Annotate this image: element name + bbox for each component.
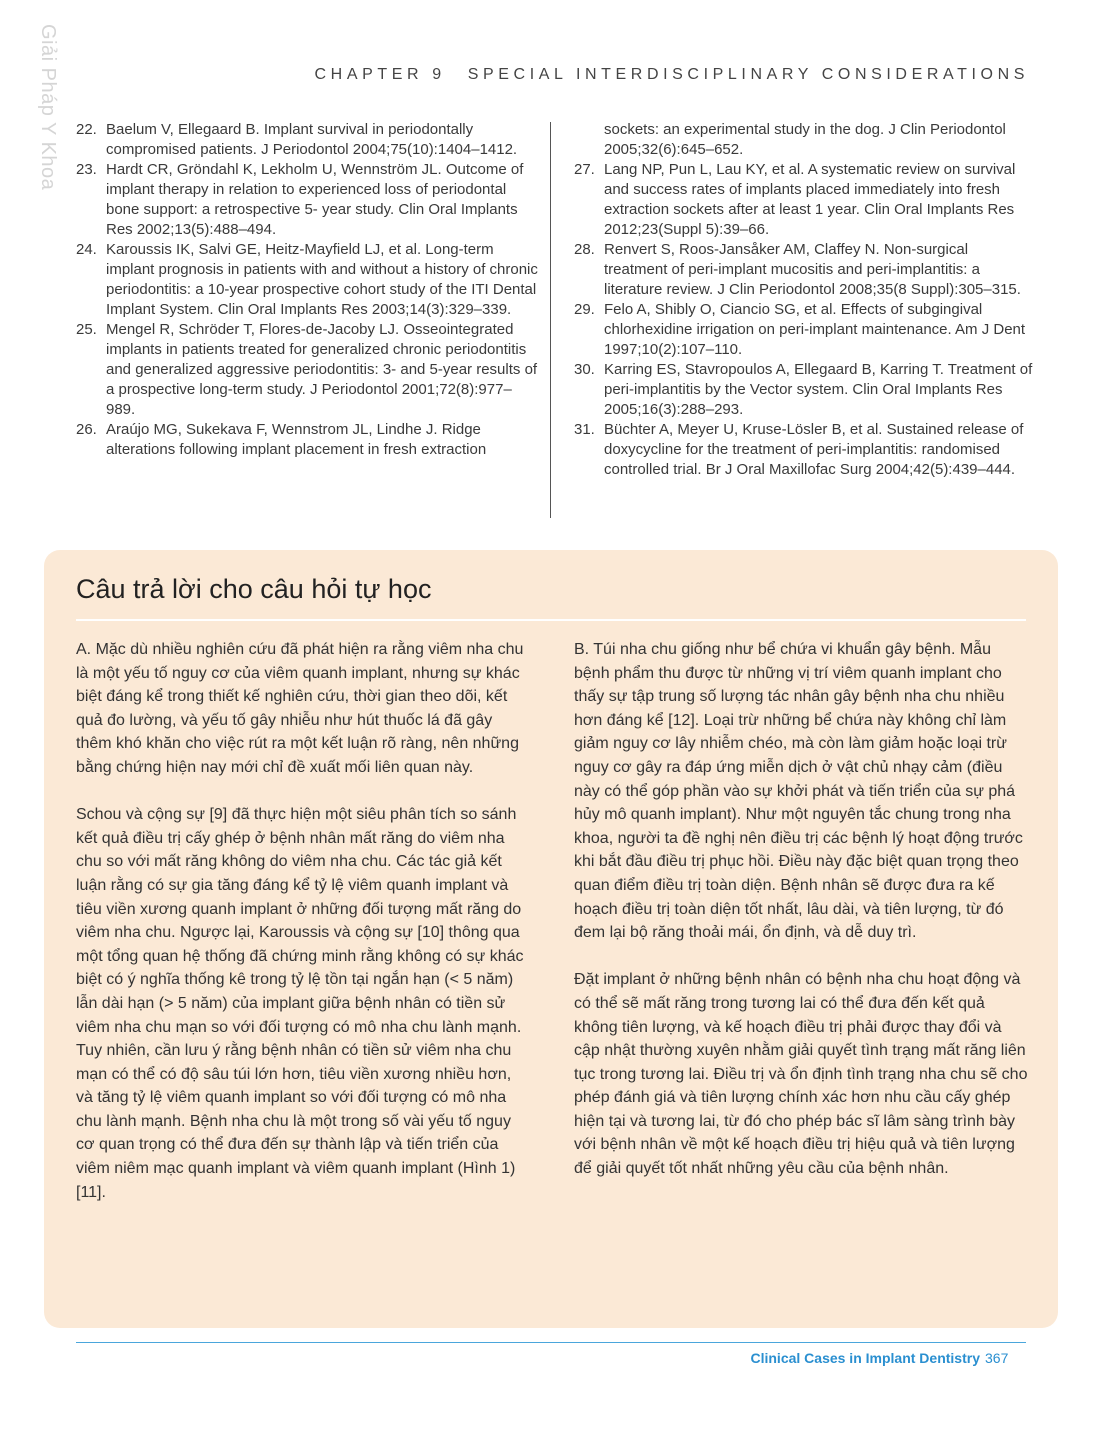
reference-item: [574, 160, 1034, 240]
reference-number: 24.: [76, 241, 97, 258]
reference-text: Karoussis IK, Salvi GE, Heitz-Mayfield LJ, et al. Long-term implant prognosis in patients with and without a history of chronic periodontitis: a 10-year prospective cohort study of the ITI Dental Implant System. Clin Oral Implants Res 2003;14(3):329–339.: [106, 241, 538, 318]
section-title: SPECIAL INTERDISCIPLINARY CONSIDERATIONS: [467, 66, 1029, 83]
reference-item: [574, 240, 1034, 300]
reference-number: 28.: [574, 241, 595, 258]
reference-number: 27.: [574, 161, 595, 178]
reference-text: Felo A, Shibly O, Ciancio SG, et al. Effects of subgingival chlorhexidine irrigation on peri-implant maintenance. Am J Dent 1997;10(2):107–110.: [604, 301, 1026, 358]
reference-number: 25.: [76, 321, 97, 338]
running-header: [315, 66, 1029, 84]
reference-text: Karring ES, Stavropoulos A, Ellegaard B, Karring T. Treatment of peri-implantitis by the Vector system. Clin Oral Implants Res 2005;16(3):288–293.: [604, 361, 1033, 418]
reference-text: Baelum V, Ellegaard B. Implant survival in periodontally compromised patients. J Periodontol 2004;75(10):1404–1412.: [106, 121, 518, 158]
answers-left-column: [76, 638, 526, 1228]
reference-item: [76, 240, 538, 320]
reference-number: 29.: [574, 301, 595, 318]
reference-item: [76, 160, 538, 240]
reference-text: Lang NP, Pun L, Lau KY, et al. A systematic review on survival and success rates of implants placed immediately into fresh extraction sockets after at least 1 year. Clin Oral Implants Res 2012;23(Suppl 5):39–66.: [604, 161, 1016, 238]
answers-right-column: [574, 638, 1029, 1204]
reference-number: 30.: [574, 361, 595, 378]
reference-text: Araújo MG, Sukekava F, Wennstrom JL, Lindhe J. Ridge alterations following implant placement in fresh extraction: [106, 421, 487, 458]
reference-item: [574, 120, 1034, 160]
reference-text: Mengel R, Schröder T, Flores-de-Jacoby LJ. Osseointegrated implants in patients treated for generalized chronic periodontitis and generalized aggressive periodontitis: 3- and 5-year results of a prospective long-term study. J Periodontol 2001;72(8):977–989.: [106, 321, 538, 418]
reference-text: sockets: an experimental study in the dog. J Clin Periodontol 2005;32(6):645–652.: [604, 121, 1006, 158]
answer-paragraph: B. Túi nha chu giống như bể chứa vi khuẩn gây bệnh. Mẫu bệnh phẩm thu được từ những vị trí viêm quanh implant cho thấy sự tập trung số lượng tác nhân gây bệnh nha chu nhiều hơn đáng kể [12]. Loại trừ những bể chứa này không chỉ làm giảm nguy cơ lây nhiễm chéo, mà còn làm giảm hoặc loại trừ nguy cơ gây ra đáp ứng miễn dịch ở vật chủ nhạy cảm (điều này có thể góp phần vào sự khởi phát và tiến triển của sự phá hủy mô quanh implant). Như một nguyên tắc chung trong nha khoa, người ta đề nghị nên điều trị các bệnh lý hoạt động trước khi bắt đầu điều trị phục hồi. Điều này đặc biệt quan trọng theo quan điểm điều trị toàn diện. Bệnh nhân sẽ được đưa ra kế hoạch điều trị toàn diện tốt nhất, lâu dài, và tiên lượng, từ đó đem lại bộ răng thoải mái, ổn định, và dễ duy trì.: [574, 641, 1023, 942]
footer-book-title: Clinical Cases in Implant Dentistry: [750, 1350, 980, 1366]
footer-divider: [76, 1342, 1026, 1343]
watermark-text: Giải Pháp Y Khoa: [37, 24, 59, 191]
reference-text: Hardt CR, Gröndahl K, Lekholm U, Wennström JL. Outcome of implant therapy in relation to experienced loss of periodontal bone support: a retrospective 5- year study. Clin Oral Implants Res 2002;13(5):488–494.: [106, 161, 524, 238]
chapter-label: CHAPTER 9: [314, 66, 446, 83]
reference-item: [76, 320, 538, 420]
reference-number: 26.: [76, 421, 97, 438]
self-study-answers-box: [44, 550, 1058, 1328]
references-left-column: [76, 120, 538, 460]
reference-item: [574, 420, 1034, 480]
page-number: 367: [985, 1350, 1009, 1366]
column-divider: [550, 122, 551, 518]
reference-item: [76, 120, 538, 160]
reference-number: 23.: [76, 161, 97, 178]
reference-text: Büchter A, Meyer U, Kruse-Lösler B, et al. Sustained release of doxycycline for the treatment of peri-implantitis: randomised controlled trial. Br J Oral Maxillofac Surg 2004;42(5):439–444.: [604, 421, 1024, 478]
reference-number: 22.: [76, 121, 97, 138]
answer-paragraph: Schou và cộng sự [9] đã thực hiện một siêu phân tích so sánh kết quả điều trị cấy ghép ở bệnh nhân mất răng do viêm nha chu so với mất răng không do viêm nha chu. Các tác giả kết luận rằng có sự gia tăng đáng kể tỷ lệ viêm quanh implant và tiêu viền xương quanh implant ở những đối tượng mất răng do viêm nha chu. Ngược lại, Karoussis và cộng sự [10] thông qua một tổng quan hệ thống đã chứng minh rằng không có sự khác biệt có ý nghĩa thống kê trong tỷ lệ tồn tại ngắn hạn (< 5 năm) lẫn dài hạn (> 5 năm) của implant giữa bệnh nhân có tiền sử viêm nha chu mạn so với đối tượng có mô nha chu lành mạnh. Tuy nhiên, cần lưu ý rằng bệnh nhân có tiền sử viêm nha chu mạn có thể có độ sâu túi lớn hơn, tiêu viền xương nhiều hơn, và tăng tỷ lệ viêm quanh implant so với đối tượng có mô nha chu lành mạnh. Bệnh nha chu là một trong số vài yếu tố nguy cơ quan trọng có thể đưa đến sự thành lập và tiến triển của viêm niêm mạc quanh implant và viêm quanh implant (Hình 1) [11].: [76, 806, 524, 1201]
reference-item: [574, 300, 1034, 360]
answer-paragraph: A. Mặc dù nhiều nghiên cứu đã phát hiện ra rằng viêm nha chu là một yếu tố nguy cơ của viêm quanh implant, nhưng sự khác biệt đáng kể trong thiết kế nghiên cứu, thời gian theo dõi, kết quả đo lường, và yếu tố gây nhiễu như hút thuốc lá đã gây thêm khó khăn cho việc rút ra một kết luận rõ ràng, nên những bằng chứng hiện nay mới chỉ đề xuất mối liên quan này.: [76, 641, 524, 776]
references-section: [76, 120, 1033, 520]
reference-number: 31.: [574, 421, 595, 438]
references-right-column: [574, 120, 1034, 480]
heading-divider: [76, 619, 1026, 621]
answers-heading: Câu trả lời cho câu hỏi tự học: [76, 574, 432, 604]
reference-item: [574, 360, 1034, 420]
answer-paragraph: Đặt implant ở những bệnh nhân có bệnh nha chu hoạt động và có thể sẽ mất răng trong tương lai có thể đưa đến kết quả không tiên lượng, và kế hoạch điều trị phải được thay đổi và cập nhật thường xuyên nhằm giải quyết tình trạng mất răng liên tục trong tương lai. Điều trị và ổn định tình trạng nha chu sẽ cho phép đánh giá và tiên lượng chính xác hơn nhu cầu cấy ghép hiện tại và tương lai, từ đó cho phép bác sĩ lâm sàng trình bày với bệnh nhân về một kế hoạch điều trị hiệu quả và tiên lượng để giải quyết tốt nhất những yêu cầu của bệnh nhân.: [574, 971, 1028, 1178]
reference-item: [76, 420, 538, 460]
reference-text: Renvert S, Roos-Jansåker AM, Claffey N. Non-surgical treatment of peri-implant mucositis and peri-implantitis: a literature review. J Clin Periodontol 2008;35(8 Suppl):305–315.: [604, 241, 1021, 298]
